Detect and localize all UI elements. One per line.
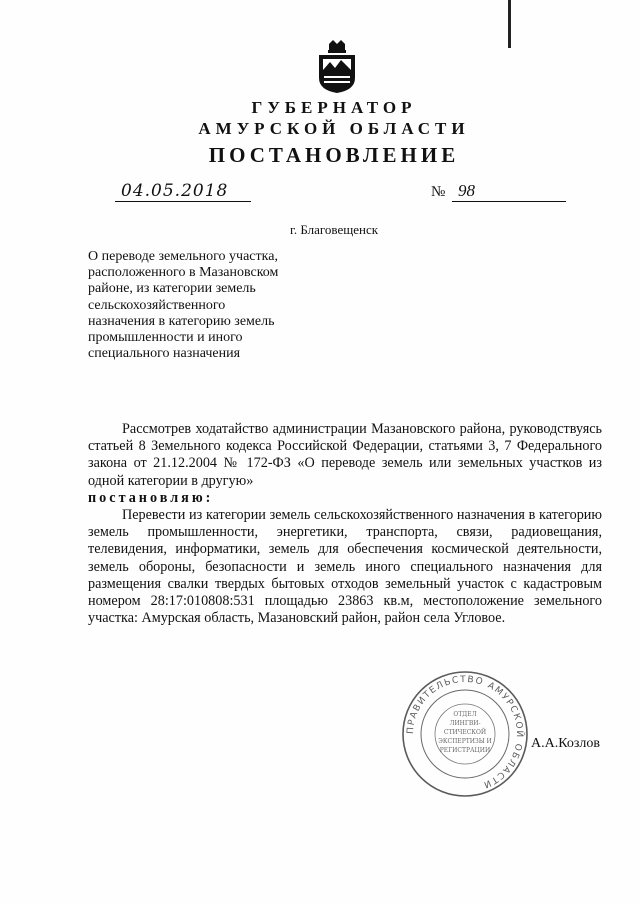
city-name: г. Благовещенск [289, 222, 379, 237]
document-body [88, 421, 602, 627]
svg-text:ОТДЕЛ: ОТДЕЛ [453, 711, 477, 718]
coat-of-arms-icon [315, 38, 359, 94]
subject-line: расположенного в Мазановском [88, 265, 279, 281]
document-date: 04.05.2018 [115, 181, 251, 202]
svg-text:СТИЧЕСКОЙ: СТИЧЕСКОЙ [443, 729, 487, 736]
resolve-heading: постановляю: [88, 489, 214, 506]
subject-line: специального назначения [88, 346, 241, 362]
scan-edge-mark [508, 0, 511, 48]
svg-text:РЕГИСТРАЦИИ: РЕГИСТРАЦИИ [439, 747, 491, 754]
svg-text:ЛИНГВИ-: ЛИНГВИ- [449, 720, 481, 727]
number-label: № [431, 184, 446, 200]
document-type-title: ПОСТАНОВЛЕНИЕ [208, 143, 460, 167]
subject-line: О переводе земельного участка, [88, 249, 278, 264]
decision-paragraph: Перевести из категории земель сельскохозяйственного назначения в категорию земель промышленности, энергетики, транспорта, связи, радиовещания, телевидения, информатики, земель для обеспечения космической деятельности, земель обороны, безопасности и земель иного специального назначения для размещения свалки твердых бытовых отходов земельный участок с кадастровым номером 28:17:010808:531 площадью 23863 кв.м, местоположение земельного участка: Амурская область, Мазановский район, район села Угловое. [88, 507, 602, 627]
header-title-line2: АМУРСКОЙ ОБЛАСТИ [198, 119, 470, 138]
document-number: 98 [452, 181, 566, 202]
subject-line: назначения в категорию земель [88, 313, 275, 329]
subject-line: промышленности и иного [88, 330, 243, 346]
preamble-paragraph: Рассмотрев ходатайство администрации Мазановского района, руководствуясь статьей 8 Земельного кодекса Российской Федерации, статьями 3, 7 Федерального закона от 21.12.2004 № 172-ФЗ «О переводе земель или земельных участков из одной категории в другую» [88, 421, 602, 489]
subject-line: районе, из категории земель [88, 281, 256, 297]
subject-line: сельскохозяйственного [88, 297, 226, 313]
official-seal-stamp [401, 670, 529, 798]
svg-text:ЭКСПЕРТИЗЫ И: ЭКСПЕРТИЗЫ И [438, 738, 492, 745]
signer-name: А.А.Козлов [531, 736, 600, 751]
svg-text:ПРАВИТЕЛЬСТВО АМУРСКОЙ ОБЛАСТИ: ПРАВИТЕЛЬСТВО АМУРСКОЙ ОБЛАСТИ [405, 674, 525, 790]
document-subject [88, 249, 318, 362]
header-title-line1: ГУБЕРНАТОР [251, 98, 417, 117]
